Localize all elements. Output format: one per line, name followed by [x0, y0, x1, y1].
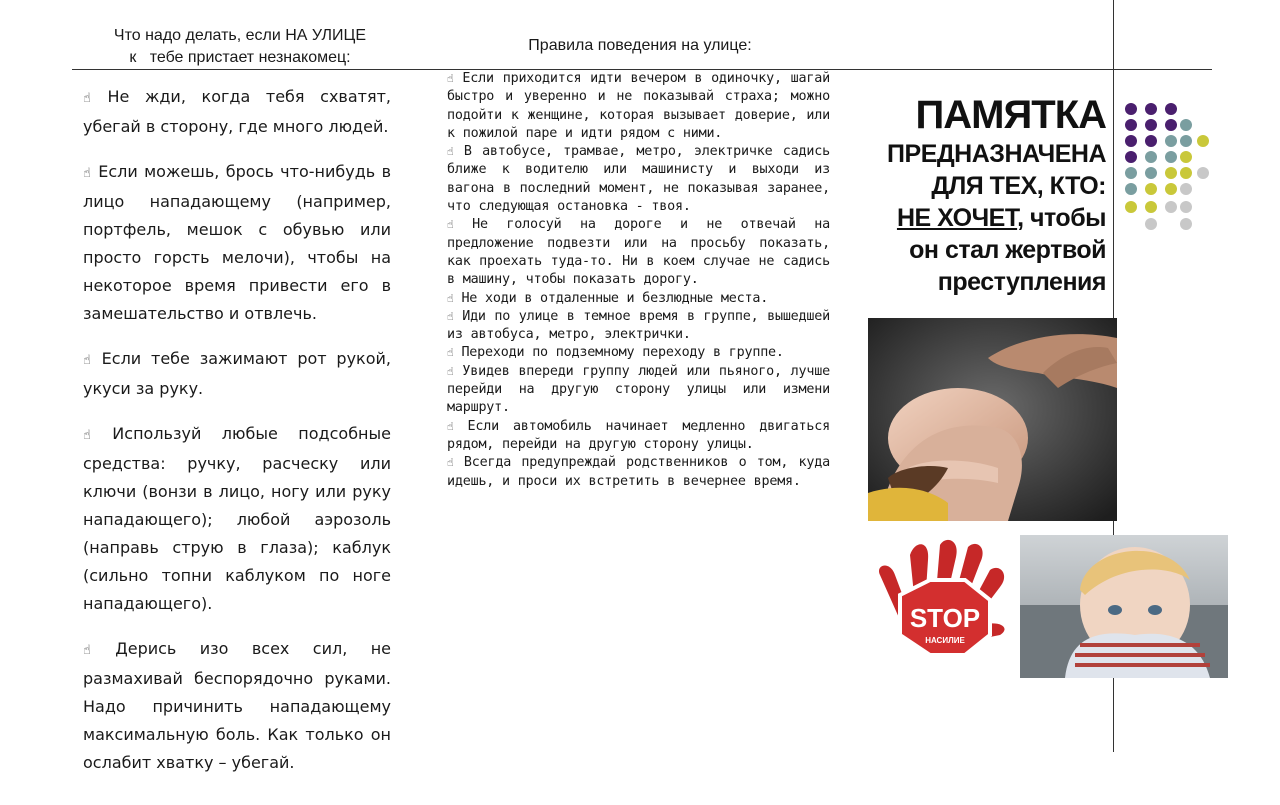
left-paragraph: ☝ Дерись изо всех сил, не размахивай беспорядочно руками. Надо причинить нападающему максимальную боль. Как только он ослабит хватку – убегай. [83, 639, 391, 772]
hand-bullet-icon: ☝ [447, 419, 460, 433]
decorative-dots [1120, 100, 1220, 235]
rule-item: ☝ Если автомобиль начинает медленно двигаться рядом, перейди на другую сторону улицы. [447, 418, 830, 452]
hand-bullet-icon: ☝ [447, 72, 455, 85]
hand-bullet-icon: ☝ [447, 291, 454, 305]
left-paragraph: ☝ Если тебе зажимают рот рукой, укуси за руку. [83, 349, 391, 398]
memo-title: ПАМЯТКА [915, 93, 1106, 137]
rule-item: ☝ Если приходится идти вечером в одиночку, шагай быстро и уверенно и не показывай страха; можно подойти к женщине, которая вызывает доверие, или к пожилой паре и идти рядом с ними. [447, 71, 830, 141]
hand-bullet-icon: ☝ [447, 218, 465, 232]
rule-item: ☝ Всегда предупреждай родственников о том, куда идешь, и проси их встретить в вечернее время. [447, 455, 830, 489]
left-header-line2: к тебе пристает незнакомец: [129, 49, 351, 66]
memo-subtitle-line2: ДЛЯ ТЕХ, КТО: [931, 172, 1106, 200]
stop-sign-subtext: НАСИЛИЕ [925, 636, 965, 645]
memo-subtitle-line4: он стал жертвой [909, 236, 1106, 264]
left-paragraph: ☝ Не жди, когда тебя схватят, убегай в сторону, где много людей. [83, 87, 391, 136]
hand-bullet-icon: ☝ [447, 364, 455, 378]
hand-bullet-icon: ☝ [83, 428, 107, 443]
left-header [90, 25, 390, 69]
hand-bullet-icon: ☝ [83, 643, 110, 658]
rule-item: ☝ Не ходи в отдаленные и безлюдные места. [447, 290, 769, 306]
left-paragraph: ☝ Если можешь, брось что-нибудь в лицо нападающему (например, портфель, мешок с обувью или просто горсть мелочи), чтобы на некоторое время привести его в замешательство и отвлечь. [83, 162, 391, 323]
left-paragraph: ☝ Используй любые подсобные средства: ручку, расческу или ключи (вонзи в лицо, ногу или руку нападающего); любой аэрозоль (направь струю в глаза); каблук (сильно топни каблуком по ноге нападающего). [83, 424, 391, 613]
rule-item: ☝ Не голосуй на дороге и не отвечай на предложение подвезти или на просьбу показать, как проехать туда-то. Ни в коем случае не садись в машину, чтобы показать дорогу. [447, 217, 830, 288]
middle-header: Правила поведения на улице: [528, 37, 752, 54]
stop-sign-text: STOP [909, 603, 981, 633]
hand-bullet-icon: ☝ [447, 145, 456, 159]
hand-bullet-icon: ☝ [83, 91, 102, 106]
memo-subtitle-line1: ПРЕДНАЗНАЧЕНА [887, 140, 1106, 168]
hand-bullet-icon: ☝ [83, 166, 93, 181]
hand-bullet-icon: ☝ [447, 309, 455, 323]
photo-child-defending [868, 318, 1117, 521]
hand-bullet-icon: ☝ [447, 346, 454, 360]
left-column [83, 83, 391, 794]
hand-bullet-icon: ☝ [447, 456, 456, 470]
rule-item: ☝ Иди по улице в темное время в группе, вышедшей из автобуса, метро, электрички. [447, 308, 830, 343]
rule-item: ☝ В автобусе, трамвае, метро, электричке садись ближе к водителю или машинисту и выходи из вагона в последний момент, не показывая заранее, что следующая остановка - твоя. [447, 144, 830, 215]
memo-subtitle-line3: НЕ ХОЧЕТ, чтобы [896, 204, 1106, 232]
memo-title-block [862, 92, 1106, 298]
rule-item: ☝ Переходи по подземному переходу в группе. [447, 345, 784, 361]
photo-stop-violence [870, 535, 1228, 678]
memo-subtitle-line5: преступления [937, 268, 1106, 296]
middle-column [447, 70, 830, 491]
left-header-line1: Что надо делать, если НА УЛИЦЕ [113, 27, 367, 44]
rule-item: ☝ Увидев впереди группу людей или пьяного, лучше перейди на другую сторону улицы или измени маршрут. [447, 363, 830, 416]
hand-bullet-icon: ☝ [83, 353, 96, 368]
